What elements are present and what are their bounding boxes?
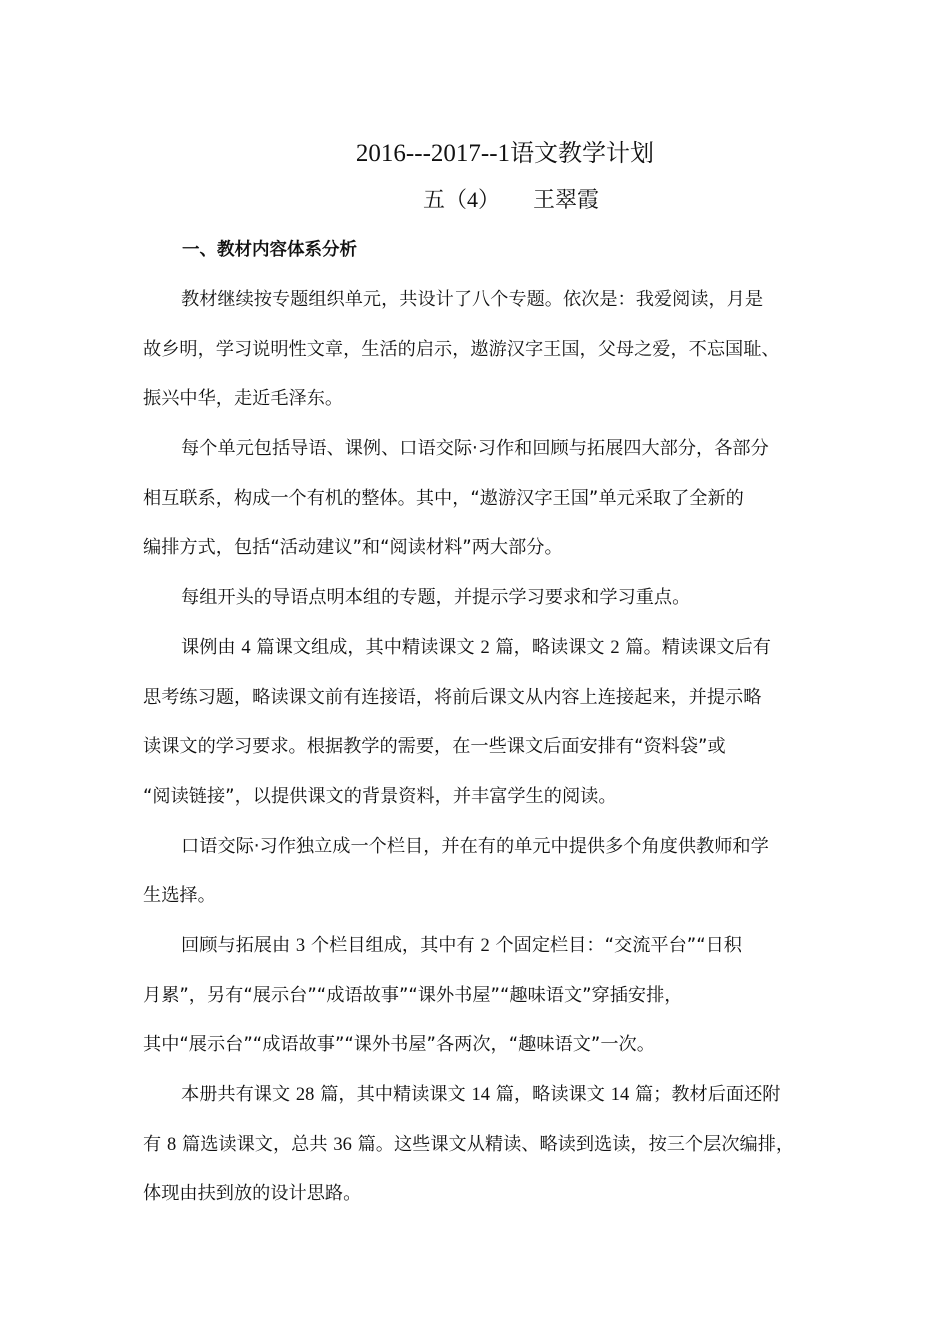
text-line: 课例由 4 篇课文组成，其中精读课文 2 篇，略读课文 2 篇。精读课文后有 bbox=[181, 636, 771, 658]
text-line: “阅读链接”，以提供课文的背景资料，并丰富学生的阅读。 bbox=[143, 785, 617, 807]
teacher-name: 王翠霞 bbox=[533, 188, 600, 213]
text-line: 口语交际·习作独立成一个栏目，并在有的单元中提供多个角度供教师和学 bbox=[181, 835, 769, 857]
title-year: 2016---2017--1 bbox=[355, 140, 511, 167]
text-line: 相互联系，构成一个有机的整体。其中，“遨游汉字王国”单元采取了全新的 bbox=[143, 487, 744, 509]
text-line: 振兴中华，走近毛泽东。 bbox=[143, 388, 344, 410]
body-text bbox=[143, 283, 813, 1227]
class-prefix: 五（ bbox=[423, 188, 468, 213]
document-subtitle bbox=[423, 183, 599, 218]
text-line: 生选择。 bbox=[143, 885, 216, 907]
class-label bbox=[423, 183, 533, 218]
text-line: 回顾与拓展由 3 个栏目组成，其中有 2 个固定栏目：“交流平台”“日积 bbox=[181, 934, 742, 956]
text-line: 读课文的学习要求。根据教学的需要，在一些课文后面安排有“资料袋”或 bbox=[143, 736, 726, 758]
text-line: 有 8 篇选读课文，总共 36 篇。这些课文从精读、略读到选读，按三个层次编排， bbox=[143, 1133, 795, 1155]
text-line: 教材继续按专题组织单元，共设计了八个专题。依次是：我爱阅读，月是 bbox=[181, 289, 764, 310]
document-title bbox=[0, 136, 950, 171]
title-text: 语文教学计划 bbox=[510, 139, 655, 167]
text-line: 思考练习题，略读课文前有连接语，将前后课文从内容上连接起来，并提示略 bbox=[143, 686, 762, 708]
section-heading: 一、教材内容体系分析 bbox=[182, 240, 357, 260]
class-suffix: ） bbox=[478, 188, 501, 213]
text-line: 编排方式，包括“活动建议”和“阅读材料”两大部分。 bbox=[143, 537, 563, 559]
text-line: 其中“展示台”“成语故事”“课外书屋”各两次，“趣味语文”一次。 bbox=[143, 1034, 655, 1056]
text-line: 每个单元包括导语、课例、口语交际·习作和回顾与拓展四大部分，各部分 bbox=[181, 438, 769, 460]
text-line: 本册共有课文 28 篇，其中精读课文 14 篇，略读课文 14 篇；教材后面还附 bbox=[181, 1084, 781, 1105]
text-line: 体现由扶到放的设计思路。 bbox=[143, 1183, 362, 1205]
text-line: 每组开头的导语点明本组的专题，并提示学习要求和学习重点。 bbox=[181, 587, 691, 609]
class-number: 4 bbox=[467, 187, 479, 212]
text-line: 故乡明，学习说明性文章，生活的启示，遨游汉字王国，父母之爱，不忘国耻、 bbox=[143, 338, 780, 360]
text-line: 月累”，另有“展示台”“成语故事”“课外书屋”“趣味语文”穿插安排， bbox=[143, 984, 683, 1006]
